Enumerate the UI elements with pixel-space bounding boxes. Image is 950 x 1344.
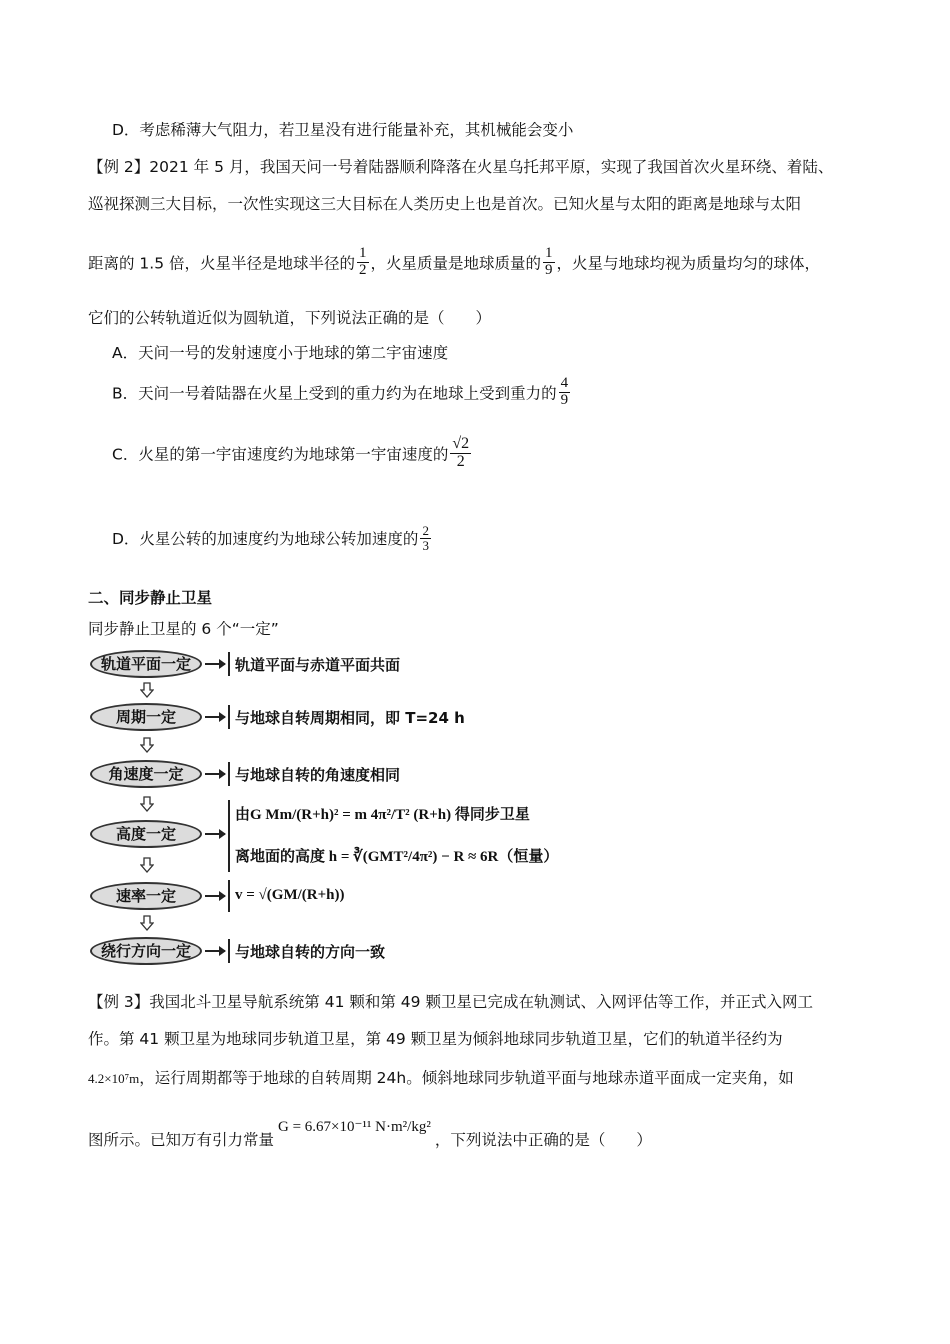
- ex2-line3-b: ，火星质量是地球质量的: [370, 254, 542, 273]
- fraction-root2-over-2: $\frac{√2}{2}$: [452, 435, 470, 470]
- arrow-down-icon: [140, 857, 154, 873]
- text-period: 与地球自转周期相同，即 T=24 h: [235, 709, 465, 727]
- gravitational-constant: G = 6.67×10⁻¹¹ N·m²/kg²: [278, 1119, 431, 1135]
- ex2-line3-a: 距离的 1.5 倍，火星半径是地球半径的: [88, 254, 356, 273]
- text-height-formula-2: 离地面的高度 h = ∛(GMT²/4π²) − R ≈ 6R（恒量）: [235, 849, 559, 865]
- ex2-option-a: A．天问一号的发射速度小于地球的第二宇宙速度: [112, 344, 449, 362]
- oval-angular-velocity: 角速度一定: [90, 760, 202, 788]
- arrow-right-icon: [205, 895, 225, 897]
- ex2-line3-c: ，火星与地球均视为质量均匀的球体，: [556, 254, 821, 273]
- bracket-bar: [228, 705, 230, 729]
- text-height-formula-1: 由G Mm/(R+h)² = m 4π²/T² (R+h) 得同步卫星: [235, 807, 530, 823]
- oval-speed: 速率一定: [90, 882, 202, 910]
- ex3-line4: 图所示。已知万有引力常量G = 6.67×10⁻¹¹ N·m²/kg²，下列说法中正确的是（ ）: [88, 1119, 652, 1149]
- arrow-right-icon: [205, 773, 225, 775]
- text-speed-formula: v = √(GM/(R+h)): [235, 887, 345, 903]
- ex3-line2: 作。第 41 颗卫星为地球同步轨道卫星，第 49 颗卫星为倾斜地球同步轨道卫星，它们的轨道半径约为: [88, 1030, 783, 1048]
- arrow-right-icon: [205, 716, 225, 718]
- ex2-option-d: D．火星公转的加速度约为地球公转加速度的 $\frac{2}{3}$: [112, 523, 429, 553]
- arrow-down-icon: [140, 915, 154, 931]
- ex2-line2: 巡视探测三大目标，一次性实现这三大目标在人类历史上也是首次。已知火星与太阳的距离是地球与太阳: [88, 195, 802, 213]
- arrow-down-icon: [140, 737, 154, 753]
- text-angular-velocity: 与地球自转的角速度相同: [235, 766, 401, 784]
- section-heading: 二、同步静止卫星: [88, 589, 213, 607]
- arrow-down-icon: [140, 682, 154, 698]
- oval-direction: 绕行方向一定: [90, 937, 202, 965]
- text-orbit-plane: 轨道平面与赤道平面共面: [235, 656, 401, 674]
- ex2-line3: [88, 246, 820, 279]
- arrow-down-icon: [140, 796, 154, 812]
- fraction-two-thirds: $\frac{2}{3}$: [422, 523, 429, 553]
- fraction-half: $\frac{1}{2}$: [359, 245, 367, 278]
- bracket-bar: [228, 652, 230, 676]
- bracket-bar: [228, 939, 230, 963]
- oval-height: 高度一定: [90, 820, 202, 848]
- ex2-option-c: C．火星的第一宇宙速度约为地球第一宇宙速度的 $\frac{√2}{2}$: [112, 435, 470, 470]
- arrow-right-icon: [205, 833, 225, 835]
- option-d-prev: D．考虑稀薄大气阻力，若卫星没有进行能量补充，其机械能会变小: [112, 121, 574, 139]
- arrow-right-icon: [205, 950, 225, 952]
- bracket-bar: [228, 880, 230, 912]
- arrow-right-icon: [205, 663, 225, 665]
- ex2-option-b: B．天问一号着陆器在火星上受到的重力约为在地球上受到重力的 $\frac{4}{9}$: [112, 375, 569, 408]
- fraction-ninth: $\frac{1}{9}$: [545, 245, 553, 278]
- ex3-line1: 【例 3】我国北斗卫星导航系统第 41 颗和第 49 颗卫星已完成在轨测试、入网评估等工作，并正式入网工: [88, 993, 813, 1011]
- fraction-four-ninths: $\frac{4}{9}$: [560, 375, 569, 408]
- ex2-line1: 【例 2】2021 年 5 月，我国天问一号着陆器顺利降落在火星乌托邦平原，实现了我国首次火星环绕、着陆、: [88, 158, 834, 176]
- section-intro: 同步静止卫星的 6 个“一定”: [88, 620, 279, 638]
- ex3-line3: 4.2×10⁷m，运行周期都等于地球的自转周期 24h。倾斜地球同步轨道平面与地球赤道平面成一定夹角，如: [88, 1069, 794, 1087]
- orbit-radius: 4.2×10⁷m: [88, 1071, 140, 1086]
- text-direction: 与地球自转的方向一致: [235, 943, 386, 961]
- oval-period: 周期一定: [90, 703, 202, 731]
- ex2-line4: 它们的公转轨道近似为圆轨道，下列说法正确的是（ ）: [88, 309, 492, 327]
- bracket-bar: [228, 762, 230, 786]
- bracket-bar: [228, 800, 230, 872]
- oval-orbit-plane: 轨道平面一定: [90, 650, 202, 678]
